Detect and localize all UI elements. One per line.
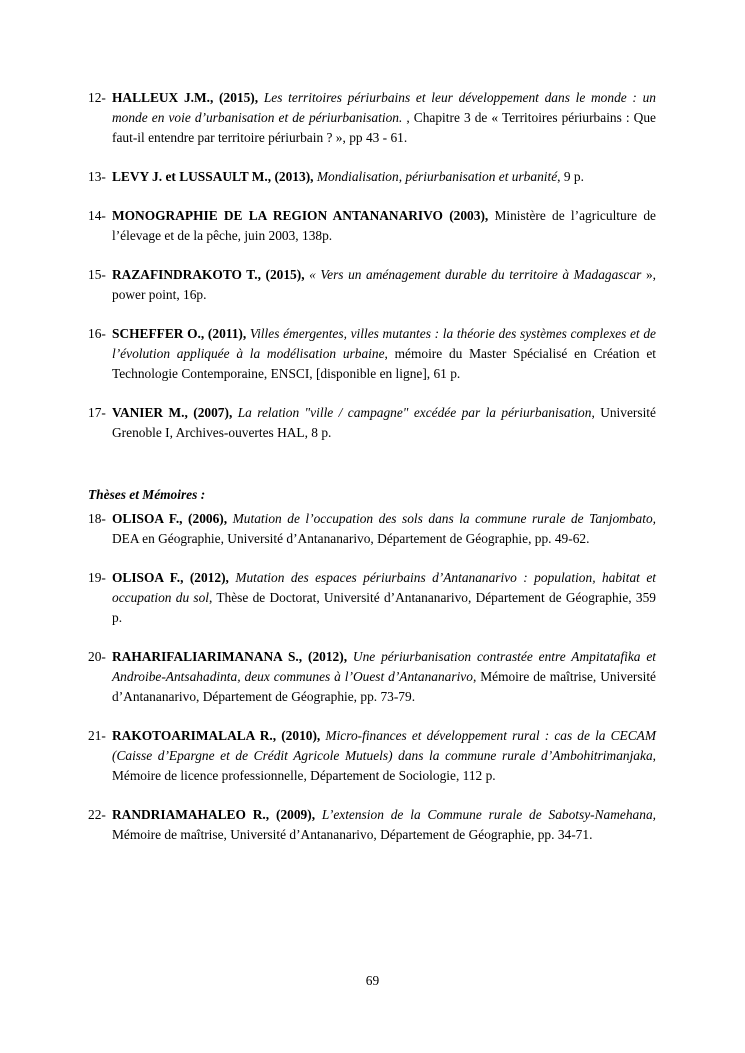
reference-entry [88,403,656,443]
reference-details: , 9 p. [557,169,584,184]
reference-entry [88,805,656,845]
reference-author: OLISOA F., (2006), [112,511,228,526]
theses-list [88,509,656,845]
reference-title: L’extension de la Commune rurale de Sabotsy-Namehana, [321,807,656,822]
reference-title: La relation "ville / campagne" excédée par la périurbanisation [237,405,592,420]
reference-author: VANIER M., (2007), [112,405,233,420]
reference-title: Mutation des espaces périurbains d’Antananarivo : population, habitat et occupation du sol [112,570,656,605]
reference-author: RAKOTOARIMALALA R., (2010), [112,728,321,743]
reference-entry [88,88,656,148]
reference-number: 19- [88,570,106,585]
reference-title: Mondialisation, périurbanisation et urbanité [316,169,558,184]
reference-author: RAHARIFALIARIMANANA S., (2012), [112,649,348,664]
reference-text [112,167,656,187]
reference-author: MONOGRAPHIE DE LA REGION ANTANANARIVO (2003), [112,208,489,223]
reference-title: Micro-finances et développement rural : cas de la CECAM (Caisse d’Epargne et de Crédit Agricole Mutuels) dans la commune rurale d’Ambohitrimanjaka [112,728,656,763]
reference-number: 18- [88,511,106,526]
reference-title: Une périurbanisation contrastée entre Ampitatafika et Androibe-Antsahadinta, deux communes à l’Ouest d’Antananarivo [112,649,656,684]
page-number: 69 [365,973,380,988]
reference-details: , mémoire du Master Spécialisé en Création et Technologie Contemporaine, ENSCI, [disponible en ligne], 61 p. [112,346,656,381]
reference-number: 22- [88,807,106,822]
reference-number: 16- [88,326,106,341]
reference-entry [88,206,656,246]
reference-number: 14- [88,208,106,223]
bibliography-list [88,88,656,443]
reference-text [112,403,656,443]
reference-entry [88,167,656,187]
reference-details: », power point, 16p. [112,267,656,302]
reference-title: Mutation de l’occupation des sols dans la commune rurale de Tanjombato, [232,511,656,526]
section-title: Thèses et Mémoires : [88,487,206,502]
reference-text [112,726,656,786]
reference-details: , Mémoire de licence professionnelle, Département de Sociologie, 112 p. [112,748,656,783]
reference-details: , Université Grenoble I, Archives-ouvertes HAL, 8 p. [112,405,656,440]
reference-number: 15- [88,267,106,282]
reference-text [112,265,656,305]
reference-details: Ministère de l’agriculture de l’élevage et de la pêche, juin 2003, 138p. [112,208,656,243]
reference-number: 17- [88,405,106,420]
reference-text [112,509,656,549]
reference-title: Les territoires périurbains et leur développement dans le monde : un monde en voie d’urbanisation et de périurbanisation. [112,90,656,125]
reference-author: LEVY J. et LUSSAULT M., (2013), [112,169,314,184]
reference-author: RAZAFINDRAKOTO T., (2015), [112,267,305,282]
reference-author: HALLEUX J.M., (2015), [112,90,259,105]
reference-text [112,568,656,628]
bibliography [88,88,656,845]
reference-entry [88,324,656,384]
reference-text [112,88,656,148]
reference-number: 21- [88,728,106,743]
reference-author: SCHEFFER O., (2011), [112,326,247,341]
reference-author: OLISOA F., (2012), [112,570,229,585]
reference-entry [88,647,656,707]
reference-details: , Mémoire de maîtrise, Université d’Antananarivo, Département de Géographie, pp. 73-79. [112,669,656,704]
reference-details: , Chapitre 3 de « Territoires périurbains : Que faut-il entendre par territoire périurbain ? », pp 43 - 61. [112,110,656,145]
reference-author: RANDRIAMAHALEO R., (2009), [112,807,316,822]
reference-entry [88,265,656,305]
reference-details: Mémoire de maîtrise, Université d’Antananarivo, Département de Géographie, pp. 34-71. [112,827,593,842]
reference-text [112,647,656,707]
reference-details: DEA en Géographie, Université d’Antananarivo, Département de Géographie, pp. 49-62. [112,531,590,546]
reference-details: , Thèse de Doctorat, Université d’Antananarivo, Département de Géographie, 359 p. [112,590,656,625]
reference-number: 12- [88,90,106,105]
reference-entry [88,509,656,549]
reference-text [112,324,656,384]
reference-text [112,206,656,246]
reference-title: Villes émergentes, villes mutantes : la théorie des systèmes complexes et de l’évolution appliquée à la modélisation urbaine [112,326,656,361]
reference-number: 20- [88,649,106,664]
reference-entry [88,726,656,786]
reference-entry [88,568,656,628]
reference-number: 13- [88,169,106,184]
reference-title: « Vers un aménagement durable du territoire à Madagascar [309,267,642,282]
reference-text [112,805,656,845]
